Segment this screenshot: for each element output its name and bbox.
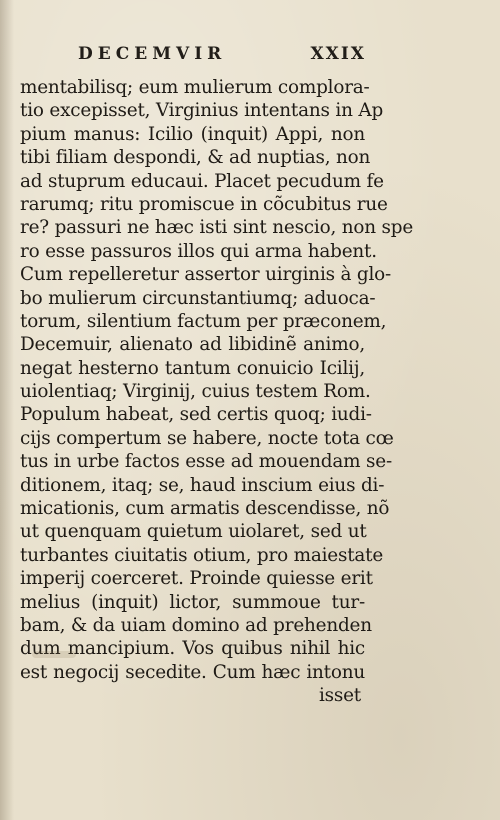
text-line: ad stuprum educaui. Placet pecudum fe	[20, 170, 384, 192]
text-line: negat hesterno tantum conuicio Icilij,	[20, 357, 365, 379]
text-line: imperij coerceret. Proinde quiesse erit	[20, 568, 373, 590]
running-title: DECEMVIR	[78, 44, 227, 64]
body-text	[20, 76, 414, 708]
text-line: re? passuri ne hæc isti sint nescio, non spe	[20, 217, 414, 239]
text-line: Cum repelleretur assertor uirginis à glo-	[20, 264, 392, 286]
text-line: tibi filiam despondi, & ad nuptias, non	[20, 147, 371, 169]
text-line: torum, silentium factum per præconem,	[20, 310, 387, 332]
text-line: melius (inquit) lictor, summoue tur-	[20, 591, 365, 613]
text-line: tus in urbe factos esse ad mouendam se-	[20, 451, 392, 473]
catchword: isset	[318, 685, 361, 707]
text-line: dum mancipium. Vos quibus nihil hic	[20, 638, 365, 660]
text-line: Decemuir, alienato ad libidinẽ animo,	[20, 334, 365, 356]
text-line: mentabilisq; eum mulierum complora-	[20, 77, 370, 98]
text-line: Populum habeat, sed certis quoq; iudi-	[20, 404, 372, 426]
text-line: bam, & da uiam domino ad prehenden	[20, 614, 372, 636]
folio-number: XXIX	[310, 44, 366, 64]
text-line: ditionem, itaq; se, haud inscium eius di-	[20, 474, 385, 496]
ink-smudge	[32, 651, 76, 658]
text-line: ut quenquam quietum uiolaret, sed ut	[20, 521, 367, 543]
text-line: tio excepisset, Virginius intentans in Ap	[20, 100, 384, 122]
text-line: bo mulierum circunstantiumq; aduoca-	[20, 287, 376, 309]
running-head	[78, 44, 366, 70]
text-line: est negocij secedite. Cum hæc intonu	[20, 661, 365, 683]
text-line: uiolentiaq; Virginij, cuius testem Rom.	[20, 381, 371, 403]
text-line: pium manus: Icilio (inquit) Appi, non	[20, 123, 365, 145]
text-line: ro esse passuros illos qui arma habent.	[20, 240, 377, 262]
text-line: micationis, cum armatis descendisse, nõ	[20, 498, 390, 520]
text-line: rarumq; ritu promiscue in cõcubitus rue	[20, 193, 388, 215]
text-line: turbantes ciuitatis otium, pro maiestate	[20, 544, 384, 566]
text-line: cijs compertum se habere, nocte tota cœ	[20, 427, 394, 449]
